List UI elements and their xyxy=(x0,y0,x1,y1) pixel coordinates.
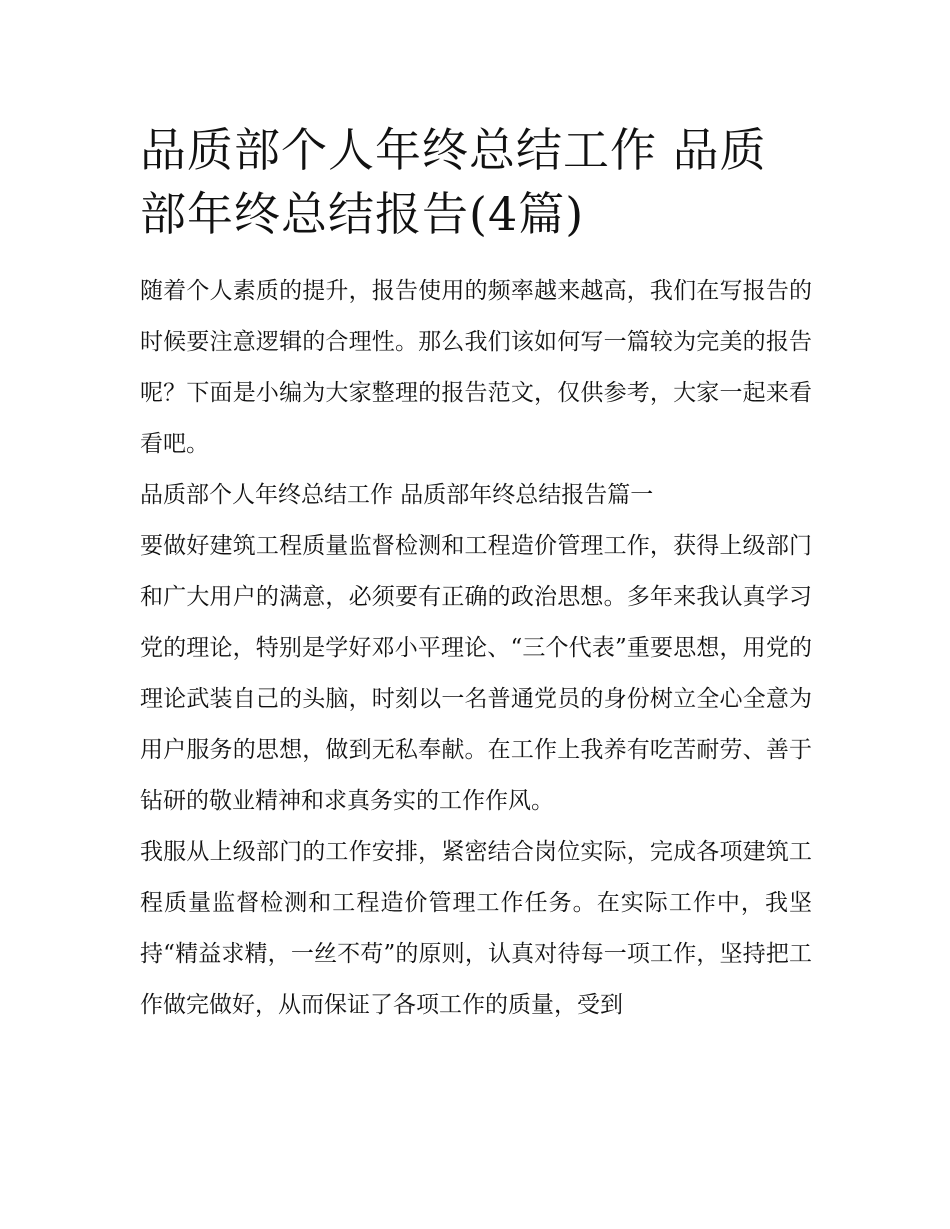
document-title: 品质部个人年终总结工作 品质部年终总结报告(4篇) xyxy=(140,123,767,241)
body-paragraph-1: 要做好建筑工程质量监督检测和工程造价管理工作，获得上级部门和广大用户的满意，必须要有正确的政治思想。多年来我认真学习党的理论，特别是学好邓小平理论、“三个代表”重要思想，用党的理论武装自己的头脑，时刻以一名普通党员的身份树立全心全意为用户服务的思想，做到无私奉献。在工作上我养有吃苦耐劳、善于钻研的敬业精神和求真务实的工作作风。 xyxy=(140,533,812,814)
document-body xyxy=(140,118,812,1031)
section-heading: 品质部个人年终总结工作 品质部年终总结报告篇一 xyxy=(140,482,654,508)
body-paragraph-2: 我服从上级部门的工作安排，紧密结合岗位实际，完成各项建筑工程质量监督检测和工程造价管理工作任务。在实际工作中，我坚持“精益求精，一丝不苟”的原则，认真对待每一项工作，坚持把工作做完做好，从而保证了各项工作的质量，受到 xyxy=(140,839,812,1018)
intro-paragraph: 随着个人素质的提升，报告使用的频率越来越高，我们在写报告的时候要注意逻辑的合理性。那么我们该如何写一篇较为完美的报告呢？下面是小编为大家整理的报告范文，仅供参考，大家一起来看看吧。 xyxy=(140,278,812,457)
